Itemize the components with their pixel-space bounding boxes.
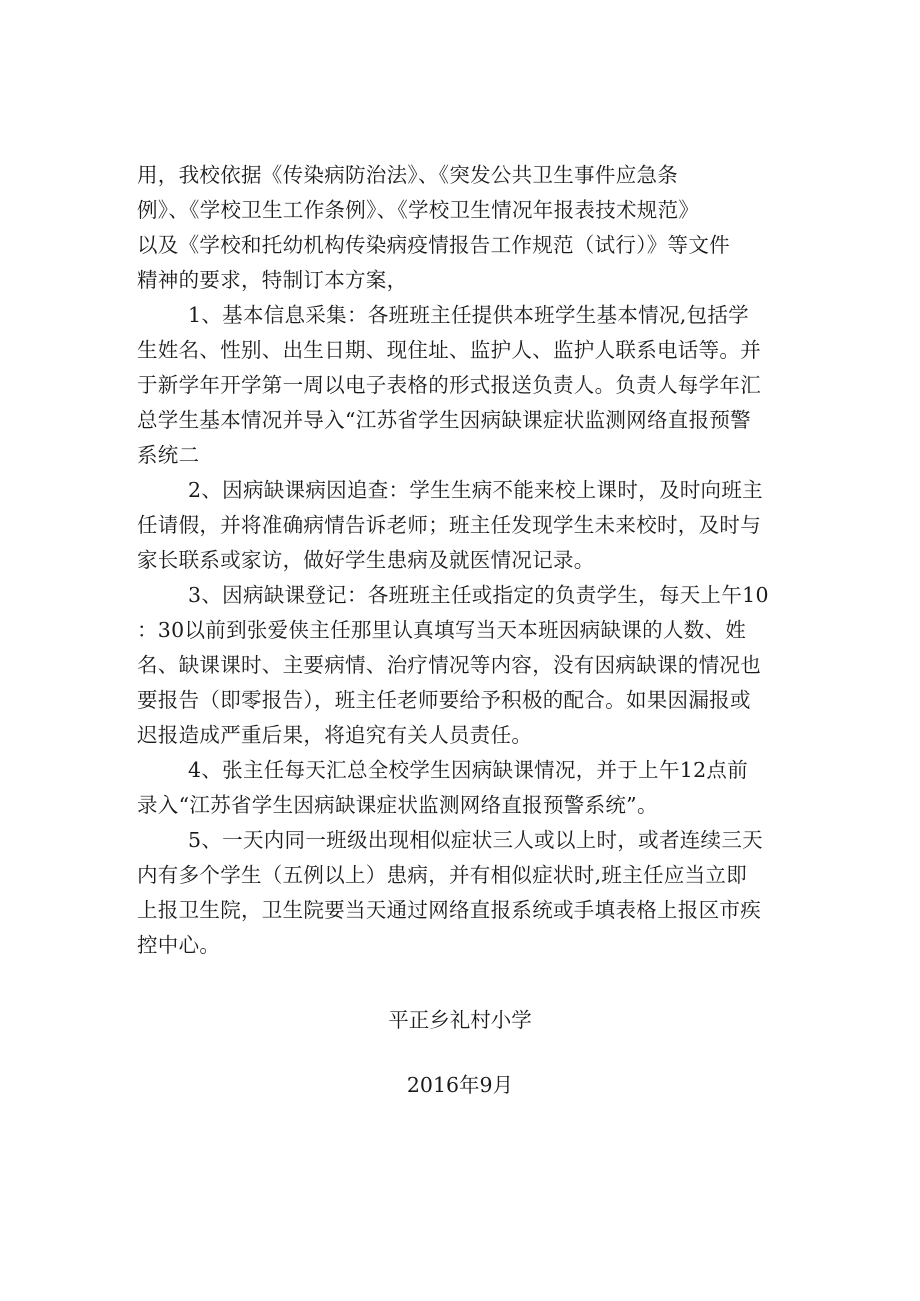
- item4-line-1: 4、张主任每天汇总全校学生因病缺课情况，并于上午12点前: [188, 758, 749, 782]
- item5-line-4: 控中心。: [137, 933, 221, 957]
- item2-line-3: 家长联系或家访，做好学生患病及就医情况记录。: [137, 548, 595, 572]
- item2-line-2: 任请假，并将准确病情告诉老师；班主任发现学生未来校时，及时与: [137, 513, 761, 537]
- item3-line-5: 迟报造成严重后果，将追究有关人员责任。: [137, 723, 533, 747]
- item1-line-5: 系统二: [137, 443, 200, 467]
- item1-line-2: 生姓名、性别、出生日期、现住址、监护人、监护人联系电话等。并: [137, 338, 761, 362]
- intro-line-1: 用，我校依据《传染病防治法》、《突发公共卫生事件应急条: [137, 163, 679, 187]
- item1-line-3: 于新学年开学第一周以电子表格的形式报送负责人。负责人每学年汇: [137, 373, 761, 397]
- intro-line-4: 精神的要求，特制订本方案，: [137, 268, 408, 292]
- item5-line-2: 内有多个学生（五例以上）患病，并有相似症状时,班主任应当立即: [137, 863, 748, 887]
- intro-line-3: 以及《学校和托幼机构传染病疫情报告工作规范（试行）》等文件: [137, 233, 730, 257]
- item1-line-1: 1、基本信息采集：各班班主任提供本班学生基本情况,包括学: [188, 303, 749, 327]
- signature-date: 2016年9月: [406, 1073, 514, 1097]
- item3-line-2: ：30以前到张爱侠主任那里认真填写当天本班因病缺课的人数、姓: [137, 618, 747, 642]
- intro-line-2: 例》、《学校卫生工作条例》、《学校卫生情况年报表技术规范》: [137, 198, 700, 222]
- item3-line-3: 名、缺课课时、主要病情、治疗情况等内容，没有因病缺课的情况也: [137, 653, 761, 677]
- item5-line-3: 上报卫生院，卫生院要当天通过网络直报系统或手填表格上报区市疾: [137, 898, 761, 922]
- item1-line-4: 总学生基本情况并导入“江苏省学生因病缺课症状监测网络直报预警: [137, 408, 751, 432]
- item2-line-1: 2、因病缺课病因追查：学生生病不能来校上课时，及时向班主: [188, 478, 763, 502]
- item3-line-1: 3、因病缺课登记：各班班主任或指定的负责学生，每天上午10: [188, 583, 769, 607]
- signature-organization: 平正乡礼村小学: [388, 1008, 532, 1032]
- item4-line-2: 录入“江苏省学生因病缺课症状监测网络直报预警系统”。: [137, 793, 658, 817]
- item5-line-1: 5、一天内同一班级出现相似症状三人或以上时，或者连续三天: [188, 828, 763, 852]
- item3-line-4: 要报告（即零报告），班主任老师要给予积极的配合。如果因漏报或: [137, 688, 751, 712]
